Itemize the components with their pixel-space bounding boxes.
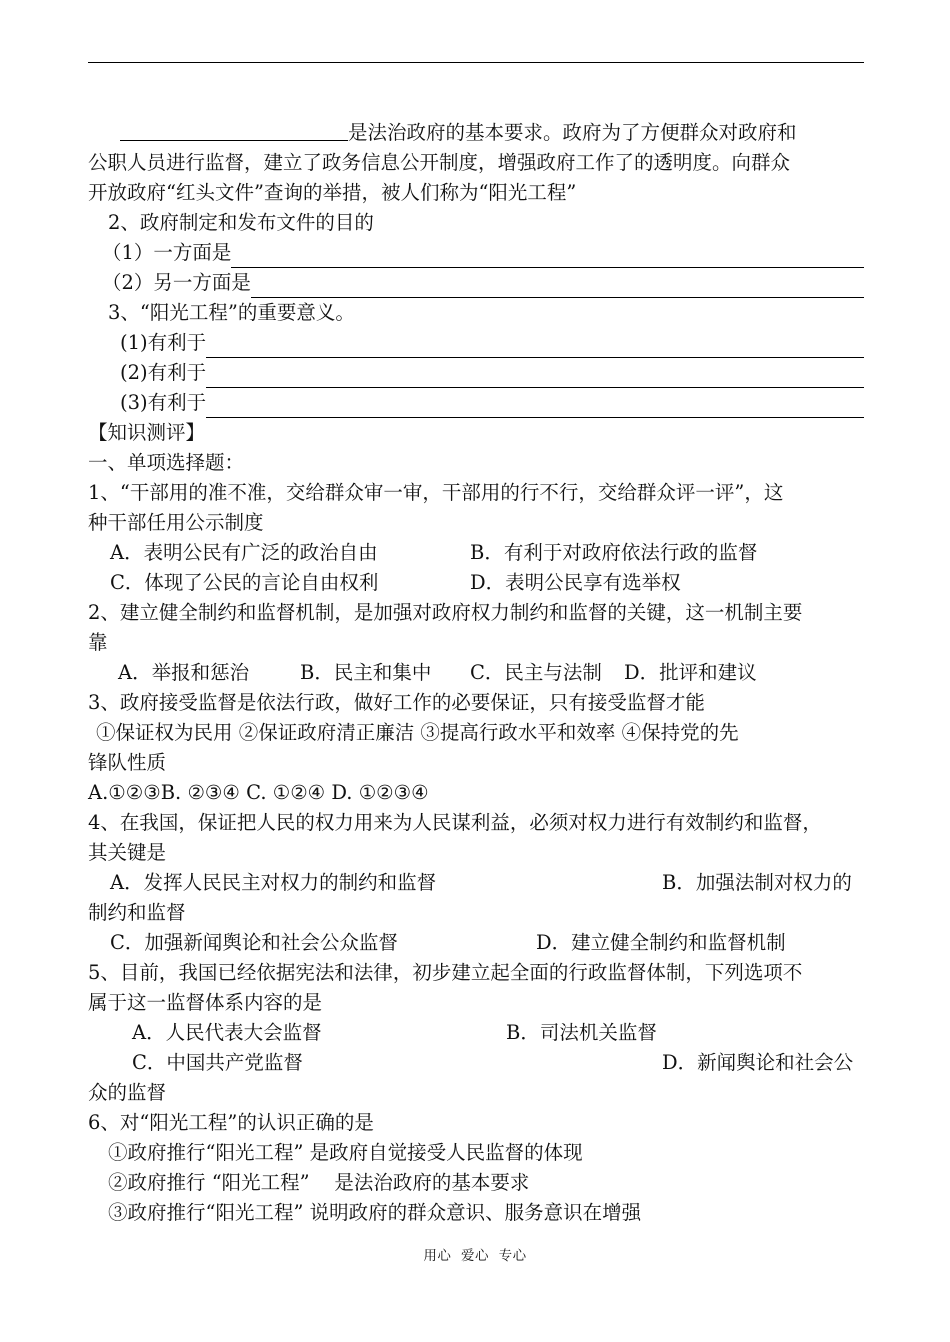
option-d[interactable]: D．建立健全制约和监督机制 [536, 931, 786, 954]
q3-item-label: (1)有利于 [120, 331, 207, 354]
question-2-stem: 2、建立健全制约和监督机制，是加强对政府权力制约和监督的关键，这一机制主要 [88, 601, 803, 624]
option-b[interactable]: B．民主和集中 [300, 661, 432, 684]
question-5-options-row-2 [88, 1048, 868, 1078]
option-a[interactable]: A．举报和惩治 [118, 661, 250, 684]
answer-blank[interactable] [206, 333, 864, 358]
q2-b-label: （2）另一方面是 [102, 271, 251, 294]
q3-item-2 [88, 358, 868, 388]
option-a[interactable]: A．发挥人民民主对权力的制约和监督 [110, 871, 437, 894]
intro-line-1 [88, 118, 868, 148]
question-3-options[interactable]: A.①②③B. ②③④ C. ①②④ D. ①②③④ [88, 781, 429, 804]
option-c[interactable]: C．加强新闻舆论和社会公众监督 [110, 931, 398, 954]
header-rule [88, 62, 864, 63]
question-6-statement-1: ①政府推行“阳光工程” 是政府自觉接受人民监督的体现 [108, 1141, 583, 1164]
q3-title: 3、“阳光工程”的重要意义。 [108, 301, 355, 324]
q3-item-1 [88, 328, 868, 358]
part-title: 一、单项选择题： [88, 451, 245, 474]
answer-blank[interactable] [231, 243, 864, 268]
option-d[interactable]: D．批评和建议 [624, 661, 757, 684]
option-c[interactable]: C．民主与法制 [470, 661, 602, 684]
question-5-options-row-1 [88, 1018, 868, 1048]
document-body [88, 118, 868, 1228]
question-4-options-row-1 [88, 868, 868, 898]
q2-title: 2、政府制定和发布文件的目的 [108, 211, 374, 234]
question-5-stem-cont: 属于这一监督体系内容的是 [88, 991, 323, 1014]
answer-blank[interactable] [120, 118, 348, 141]
question-2-stem-cont: 靠 [88, 631, 108, 654]
question-2-options [88, 658, 868, 688]
q3-item-3 [88, 388, 868, 418]
option-a[interactable]: A．表明公民有广泛的政治自由 [110, 541, 378, 564]
page-footer: 用心 爱心 专心 [423, 1248, 527, 1264]
question-5-stem: 5、目前，我国已经依据宪法和法律，初步建立起全面的行政监督体制，下列选项不 [88, 961, 803, 984]
option-d-cont: 众的监督 [88, 1081, 167, 1104]
question-3-stem: 3、政府接受监督是依法行政，做好工作的必要保证，只有接受监督才能 [88, 691, 705, 714]
section-title: 【知识测评】 [88, 421, 206, 444]
option-d[interactable]: D．表明公民享有选举权 [470, 571, 681, 594]
q3-item-label: (2)有利于 [120, 361, 207, 384]
intro-line-3: 开放政府“红头文件”查询的举措，被人们称为“阳光工程” [88, 181, 577, 204]
question-3-choices-cont: 锋队性质 [88, 751, 167, 774]
q2-a-row [88, 238, 868, 268]
q2-b-row [88, 268, 868, 298]
question-1-options-row-1 [88, 538, 868, 568]
question-6-statement-2: ②政府推行 “阳光工程” 是法治政府的基本要求 [108, 1171, 530, 1194]
question-4-options-row-2 [88, 928, 868, 958]
answer-blank[interactable] [206, 363, 864, 388]
question-1-stem: 1、“干部用的准不准，交给群众审一审，干部用的行不行，交给群众评一评”，这 [88, 481, 784, 504]
q3-item-label: (3)有利于 [120, 391, 207, 414]
option-a[interactable]: A．人民代表大会监督 [132, 1021, 322, 1044]
option-c[interactable]: C．体现了公民的言论自由权利 [110, 571, 379, 594]
option-b[interactable]: B．加强法制对权力的 [662, 871, 852, 894]
option-b-cont: 制约和监督 [88, 901, 186, 924]
question-6-statement-3: ③政府推行“阳光工程” 说明政府的群众意识、服务意识在增强 [108, 1201, 642, 1224]
question-4-stem-cont: 其关键是 [88, 841, 167, 864]
question-1-stem-cont: 种干部任用公示制度 [88, 511, 264, 534]
option-b[interactable]: B．司法机关监督 [506, 1021, 657, 1044]
option-b[interactable]: B．有利于对政府依法行政的监督 [470, 541, 758, 564]
option-d[interactable]: D．新闻舆论和社会公 [662, 1051, 854, 1074]
intro-text: 是法治政府的基本要求。政府为了方便群众对政府和 [348, 121, 797, 144]
option-c[interactable]: C．中国共产党监督 [132, 1051, 303, 1074]
question-1-options-row-2 [88, 568, 868, 598]
question-4-stem: 4、在我国，保证把人民的权力用来为人民谋利益，必须对权力进行有效制约和监督， [88, 811, 822, 834]
answer-blank[interactable] [206, 393, 864, 418]
q2-a-label: （1）一方面是 [102, 241, 232, 264]
question-6-stem: 6、对“阳光工程”的认识正确的是 [88, 1111, 374, 1134]
question-3-choices: ①保证权为民用 ②保证政府清正廉洁 ③提高行政水平和效率 ④保持党的先 [96, 721, 739, 744]
answer-blank[interactable] [251, 273, 864, 298]
intro-line-2: 公职人员进行监督，建立了政务信息公开制度，增强政府工作了的透明度。向群众 [88, 151, 791, 174]
